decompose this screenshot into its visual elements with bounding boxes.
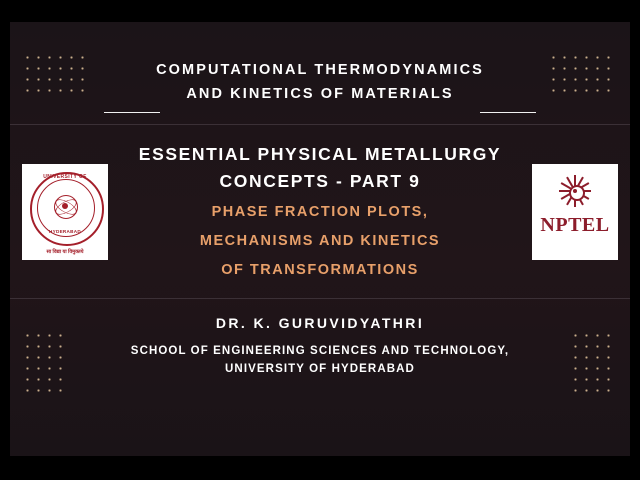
letterbox-bottom [0,456,640,480]
lecture-title-line-1: ESSENTIAL PHYSICAL METALLURGY [138,144,502,164]
presenter-affiliation-line-1: SCHOOL OF ENGINEERING SCIENCES AND TECHNOLOGY, [130,345,510,357]
university-logo-box [22,164,108,260]
topic-line-1: PHASE FRACTION PLOTS, [211,204,429,220]
wheel-center-dot [573,189,577,193]
title-group [120,141,520,282]
band-divider-bottom [10,298,630,299]
nptel-wordmark: NPTEL [540,213,610,236]
presenter-affiliation-line-2: UNIVERSITY OF HYDERABAD [225,363,415,375]
presenter-block [0,315,640,378]
letterbox-right [630,0,640,480]
header-rule-left [104,112,160,113]
course-title-line-2: AND KINETICS OF MATERIALS [186,86,454,102]
letterbox-top [0,0,640,22]
logo-motto: सा विद्या या विमुक्तये [46,248,84,255]
logo-bottom-text: HYDERABAD [48,228,82,234]
presenter-name: DR. K. GURUVIDYATHRI [215,315,425,331]
letterbox-left [0,0,10,480]
nptel-logo-icon [532,164,618,260]
title-band [10,125,630,298]
nptel-wheel-icon [558,174,592,208]
course-title [0,58,640,106]
university-of-hyderabad-logo-icon [23,165,107,259]
logo-atom-icon [48,191,82,225]
nptel-logo-box [532,164,618,260]
course-title-line-1: COMPUTATIONAL THERMODYNAMICS [156,62,484,78]
topic-line-2: MECHANISMS AND KINETICS [199,233,441,249]
wheel-core [569,185,585,201]
header-rule-right [480,112,536,113]
lecture-title-line-2: CONCEPTS - PART 9 [219,171,421,191]
topic-line-3: OF TRANSFORMATIONS [221,262,419,278]
logo-top-text: UNIVERSITY OF [43,173,87,180]
atom-nucleus [62,203,68,209]
